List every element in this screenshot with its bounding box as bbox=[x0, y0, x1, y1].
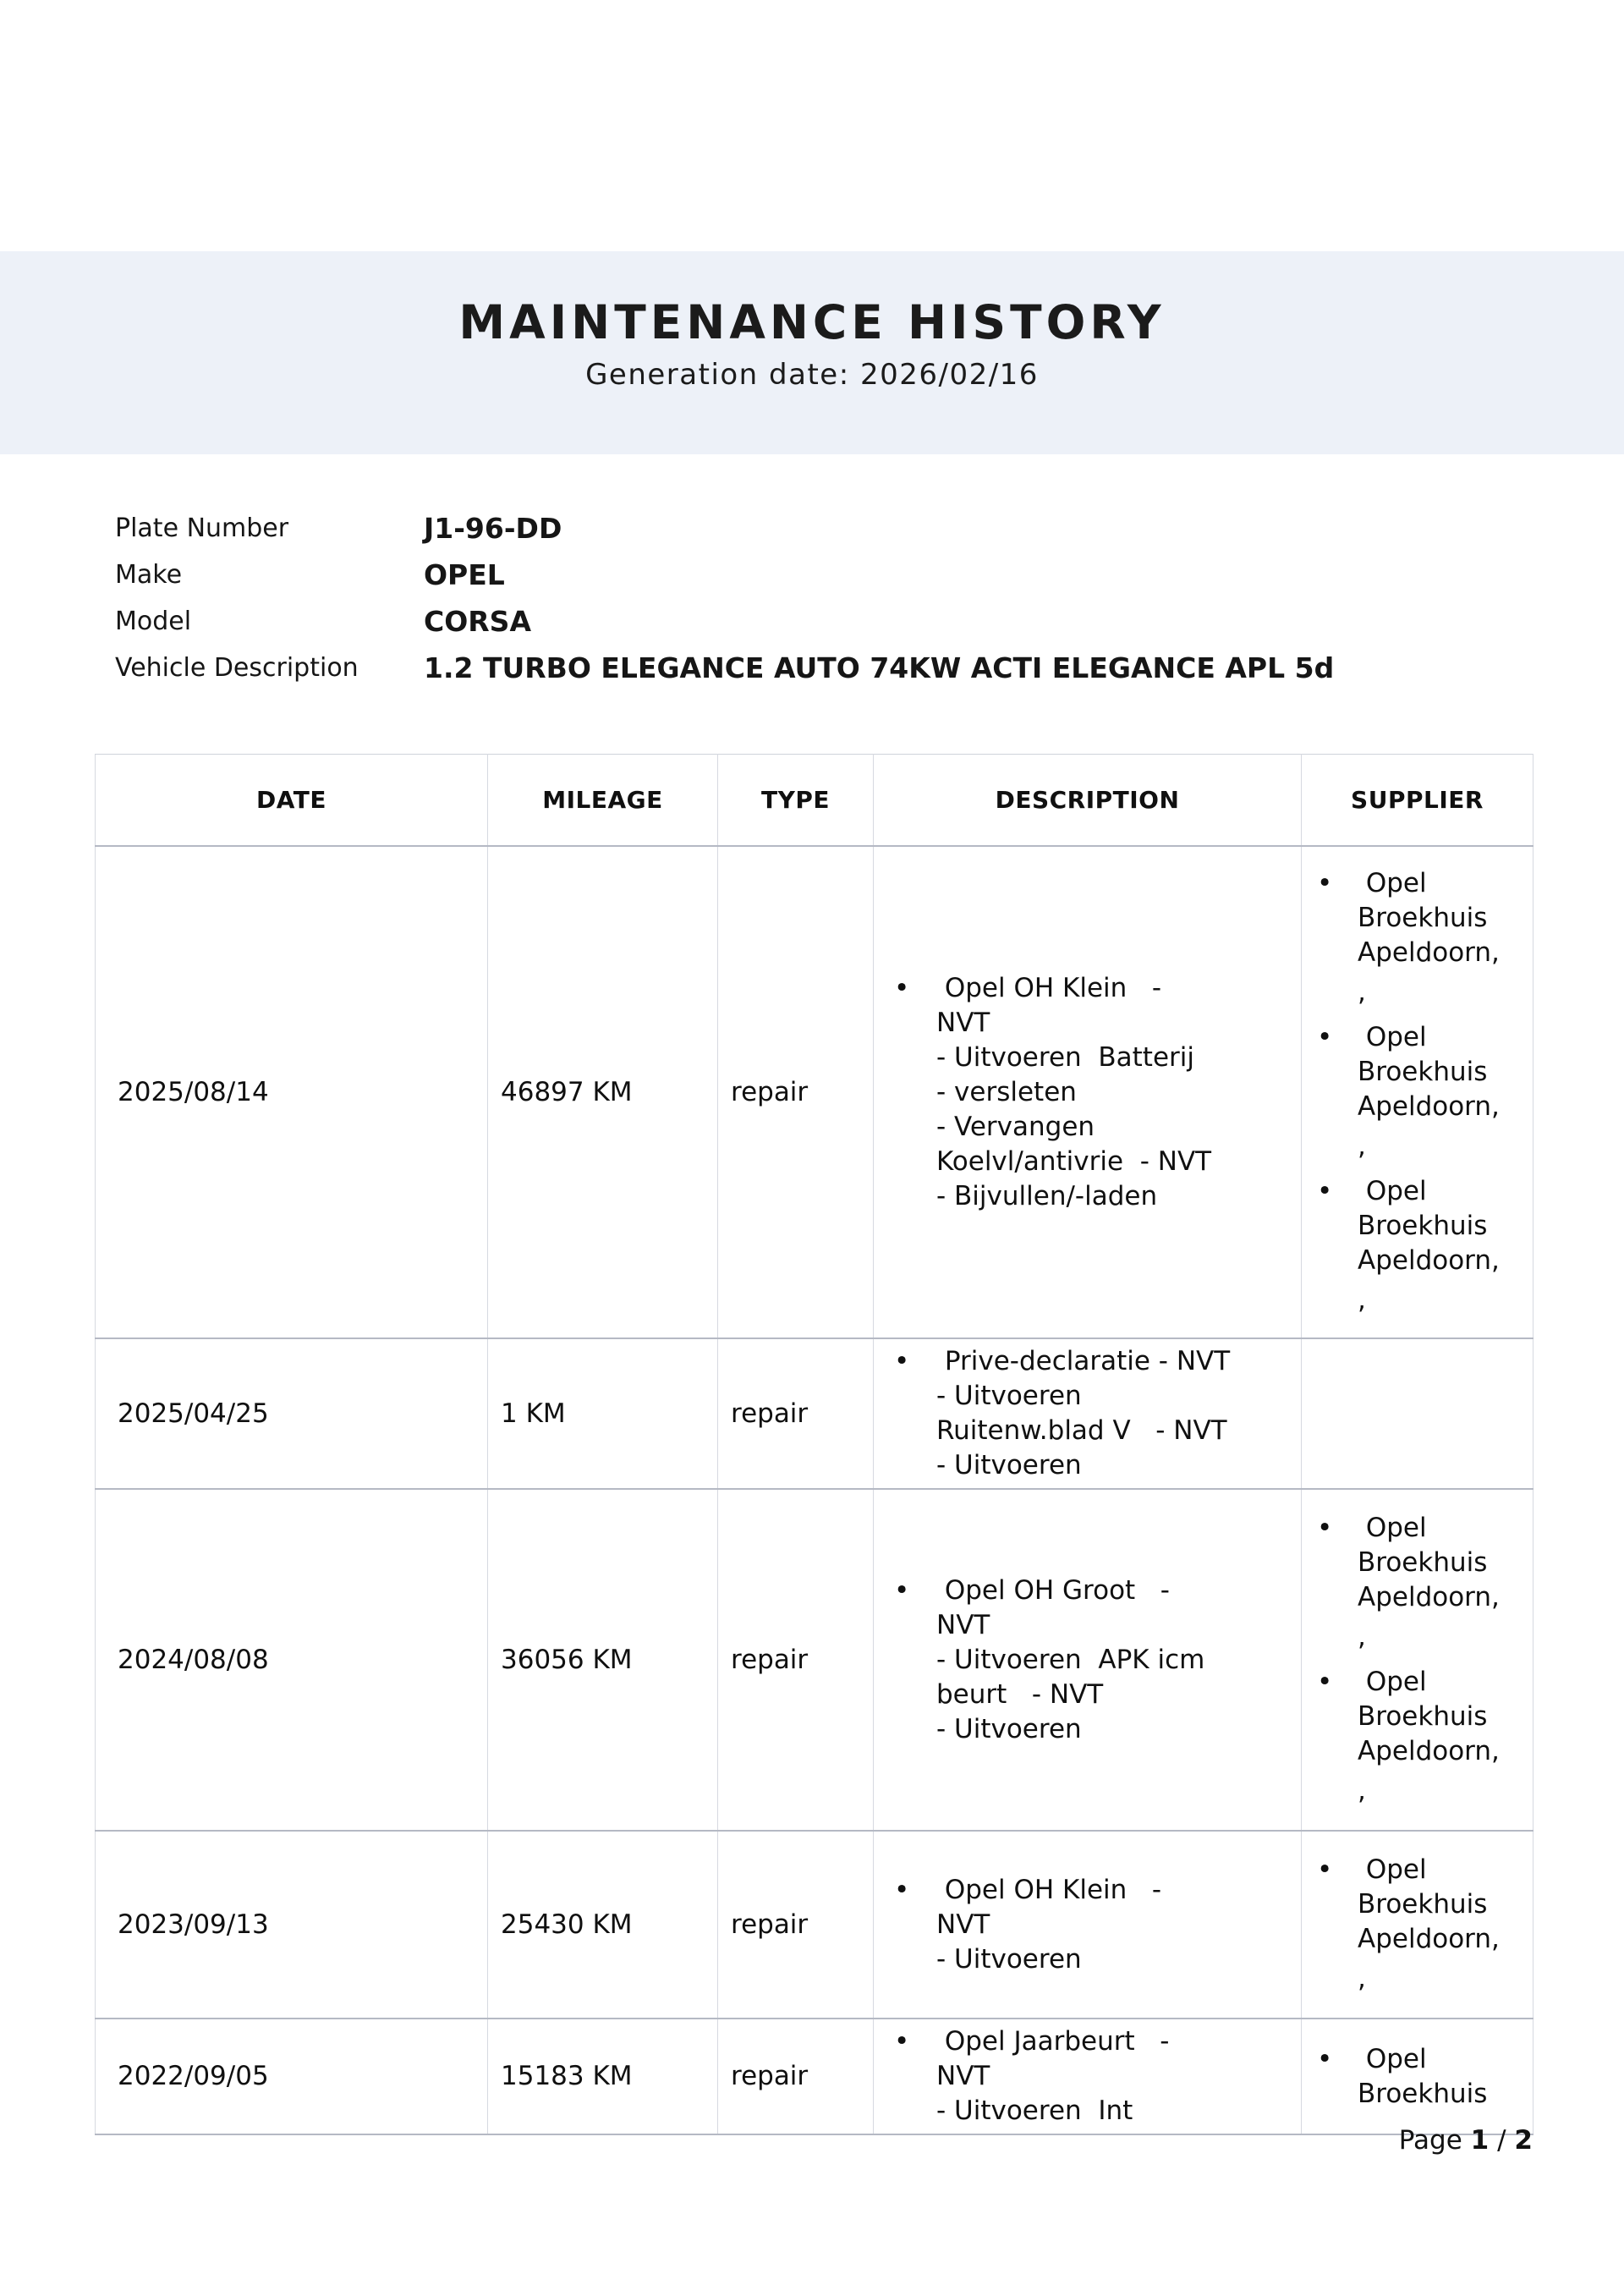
description-line: - Uitvoeren bbox=[936, 1450, 1082, 1480]
description-line: Opel OH Groot - bbox=[936, 1574, 1170, 1606]
date-cell-text: 2022/09/05 bbox=[118, 2061, 269, 2091]
mileage-cell bbox=[488, 1831, 718, 2019]
description-line: beurt - NVT bbox=[936, 1678, 1104, 1710]
bullet-icon: • bbox=[894, 1346, 910, 1376]
page-indicator bbox=[95, 2125, 1533, 2156]
description-line: - Uitvoeren bbox=[936, 1381, 1082, 1411]
supplier-line: Broekhuis bbox=[1358, 903, 1488, 933]
description-entry bbox=[887, 1574, 1292, 1747]
supplier-line: Opel bbox=[1358, 1176, 1427, 1206]
supplier-entry bbox=[1314, 1511, 1528, 1655]
date-cell-text: 2024/08/08 bbox=[118, 1644, 269, 1675]
type-cell bbox=[718, 1831, 874, 2019]
mileage-cell bbox=[488, 846, 718, 1338]
supplier-entry bbox=[1314, 1174, 1528, 1318]
bullet-icon: • bbox=[894, 972, 910, 1003]
page-separator: / bbox=[1497, 2125, 1506, 2156]
plate-number-value: J1-96-DD bbox=[424, 512, 562, 545]
type-cell bbox=[718, 1489, 874, 1831]
date-cell-text: 2025/04/25 bbox=[118, 1398, 269, 1429]
mileage-cell-text: 25430 KM bbox=[501, 1909, 633, 1940]
type-cell-text: repair bbox=[731, 1644, 809, 1675]
type-cell-text: repair bbox=[731, 1076, 809, 1107]
table-row bbox=[96, 1489, 1533, 1831]
make-value: OPEL bbox=[424, 558, 505, 591]
description-entry bbox=[887, 971, 1292, 1214]
table-body bbox=[96, 846, 1533, 2134]
supplier-line: , bbox=[1358, 1622, 1366, 1652]
generation-date: Generation date: 2026/02/16 bbox=[585, 358, 1039, 392]
supplier-line: Apeldoorn, bbox=[1358, 1736, 1500, 1766]
description-line: Prive-declaratie - NVT bbox=[936, 1346, 1231, 1376]
date-cell bbox=[96, 2019, 488, 2134]
supplier-line: Broekhuis bbox=[1358, 1547, 1488, 1578]
description-line: NVT bbox=[936, 1609, 990, 1640]
bullet-icon: • bbox=[894, 2026, 910, 2057]
description-entry bbox=[887, 1873, 1292, 1977]
date-cell-text: 2023/09/13 bbox=[118, 1909, 269, 1940]
page-label: Page bbox=[1398, 2125, 1462, 2156]
supplier-entry bbox=[1314, 1020, 1528, 1164]
supplier-line: , bbox=[1358, 1285, 1366, 1316]
description-cell bbox=[874, 1489, 1302, 1831]
supplier-line: Opel bbox=[1358, 1022, 1427, 1052]
vehicle-info bbox=[115, 505, 1334, 691]
supplier-cell bbox=[1302, 2019, 1533, 2134]
description-line: Opel OH Klein - bbox=[936, 972, 1162, 1003]
description-line: - Vervangen bbox=[936, 1111, 1095, 1142]
date-cell bbox=[96, 846, 488, 1338]
description-entry bbox=[887, 1344, 1292, 1483]
page-current: 1 bbox=[1470, 2125, 1490, 2156]
supplier-line: Broekhuis bbox=[1358, 1889, 1488, 1920]
supplier-line: , bbox=[1358, 1131, 1366, 1162]
description-line: Opel Jaarbeurt - bbox=[936, 2026, 1170, 2057]
supplier-line: Opel bbox=[1358, 1513, 1427, 1543]
plate-number-label: Plate Number bbox=[115, 514, 289, 543]
date-cell-text: 2025/08/14 bbox=[118, 1076, 269, 1107]
column-header-type: TYPE bbox=[718, 755, 874, 847]
date-cell bbox=[96, 1338, 488, 1489]
table-row bbox=[96, 846, 1533, 1338]
supplier-line: , bbox=[1358, 1964, 1366, 1994]
supplier-line: Apeldoorn, bbox=[1358, 1582, 1500, 1612]
type-cell-text: repair bbox=[731, 1909, 809, 1940]
description-line: Opel OH Klein - bbox=[936, 1874, 1162, 1905]
bullet-icon: • bbox=[1317, 1022, 1333, 1052]
supplier-line: Apeldoorn, bbox=[1358, 1091, 1500, 1122]
description-line: - Uitvoeren Int bbox=[936, 2096, 1133, 2126]
mileage-cell-text: 46897 KM bbox=[501, 1076, 633, 1107]
description-line: - Bijvullen/-laden bbox=[936, 1180, 1158, 1211]
column-header-description: DESCRIPTION bbox=[874, 755, 1302, 847]
type-cell bbox=[718, 846, 874, 1338]
bullet-icon: • bbox=[1317, 1176, 1333, 1206]
date-cell bbox=[96, 1489, 488, 1831]
supplier-cell bbox=[1302, 1338, 1533, 1489]
column-header-mileage: MILEAGE bbox=[488, 755, 718, 847]
table-row bbox=[96, 1831, 1533, 2019]
bullet-icon: • bbox=[1317, 1667, 1333, 1697]
header-banner bbox=[0, 251, 1624, 454]
vehicle-description-value: 1.2 TURBO ELEGANCE AUTO 74KW ACTI ELEGANCE APL 5d bbox=[424, 651, 1335, 684]
make-label: Make bbox=[115, 560, 183, 590]
supplier-entry bbox=[1314, 2042, 1528, 2112]
supplier-entry bbox=[1314, 1665, 1528, 1809]
type-cell-text: repair bbox=[731, 1398, 809, 1429]
description-entry bbox=[887, 2024, 1292, 2128]
table-header bbox=[96, 755, 1533, 847]
supplier-line: Opel bbox=[1358, 1667, 1427, 1697]
description-line: NVT bbox=[936, 1909, 990, 1940]
column-header-date: DATE bbox=[96, 755, 488, 847]
type-cell-text: repair bbox=[731, 2061, 809, 2091]
bullet-icon: • bbox=[1317, 868, 1333, 898]
description-line: - Uitvoeren bbox=[936, 1713, 1082, 1744]
supplier-entry bbox=[1314, 866, 1528, 1010]
page-total: 2 bbox=[1514, 2125, 1533, 2156]
bullet-icon: • bbox=[1317, 1513, 1333, 1543]
supplier-line: Opel bbox=[1358, 868, 1427, 898]
supplier-cell bbox=[1302, 1831, 1533, 2019]
supplier-cell bbox=[1302, 846, 1533, 1338]
description-cell bbox=[874, 2019, 1302, 2134]
supplier-line: Apeldoorn, bbox=[1358, 1245, 1500, 1276]
bullet-icon: • bbox=[1317, 2043, 1333, 2074]
supplier-entry bbox=[1314, 1853, 1528, 1997]
bullet-icon: • bbox=[1317, 1854, 1333, 1885]
supplier-line: Apeldoorn, bbox=[1358, 1924, 1500, 1954]
table-row bbox=[96, 2019, 1533, 2134]
mileage-cell bbox=[488, 2019, 718, 2134]
page-title: MAINTENANCE HISTORY bbox=[458, 295, 1166, 349]
column-header-supplier: SUPPLIER bbox=[1302, 755, 1533, 847]
maintenance-table bbox=[95, 754, 1533, 2135]
supplier-line: Broekhuis bbox=[1358, 2078, 1488, 2109]
mileage-cell bbox=[488, 1338, 718, 1489]
supplier-line: Apeldoorn, bbox=[1358, 937, 1500, 968]
mileage-cell bbox=[488, 1489, 718, 1831]
type-cell bbox=[718, 1338, 874, 1489]
description-line: NVT bbox=[936, 2061, 990, 2091]
description-line: - Uitvoeren APK icm bbox=[936, 1644, 1205, 1675]
description-cell bbox=[874, 846, 1302, 1338]
supplier-line: Opel bbox=[1358, 1854, 1427, 1885]
bullet-icon: • bbox=[894, 1574, 910, 1606]
supplier-line: Opel bbox=[1358, 2043, 1427, 2074]
mileage-cell-text: 36056 KM bbox=[501, 1644, 633, 1675]
description-line: Koelvl/antivrie - NVT bbox=[936, 1145, 1212, 1177]
table-header-row bbox=[96, 755, 1533, 847]
description-cell bbox=[874, 1831, 1302, 2019]
supplier-line: Broekhuis bbox=[1358, 1211, 1488, 1241]
table-row bbox=[96, 1338, 1533, 1489]
bullet-icon: • bbox=[894, 1874, 910, 1905]
vehicle-description-label: Vehicle Description bbox=[115, 653, 359, 683]
supplier-cell bbox=[1302, 1489, 1533, 1831]
model-value: CORSA bbox=[424, 605, 531, 638]
supplier-line: Broekhuis bbox=[1358, 1701, 1488, 1732]
model-label: Model bbox=[115, 607, 192, 636]
mileage-cell-text: 15183 KM bbox=[501, 2061, 633, 2091]
description-line: - Uitvoeren bbox=[936, 1943, 1082, 1975]
description-line: NVT bbox=[936, 1007, 990, 1038]
type-cell bbox=[718, 2019, 874, 2134]
description-line: - versleten bbox=[936, 1076, 1077, 1107]
description-line: Ruitenw.blad V - NVT bbox=[936, 1415, 1227, 1446]
description-cell bbox=[874, 1338, 1302, 1489]
supplier-line: Broekhuis bbox=[1358, 1057, 1488, 1087]
supplier-line: , bbox=[1358, 1776, 1366, 1806]
mileage-cell-text: 1 KM bbox=[501, 1398, 566, 1429]
supplier-line: , bbox=[1358, 977, 1366, 1008]
date-cell bbox=[96, 1831, 488, 2019]
description-line: - Uitvoeren Batterij bbox=[936, 1041, 1194, 1073]
